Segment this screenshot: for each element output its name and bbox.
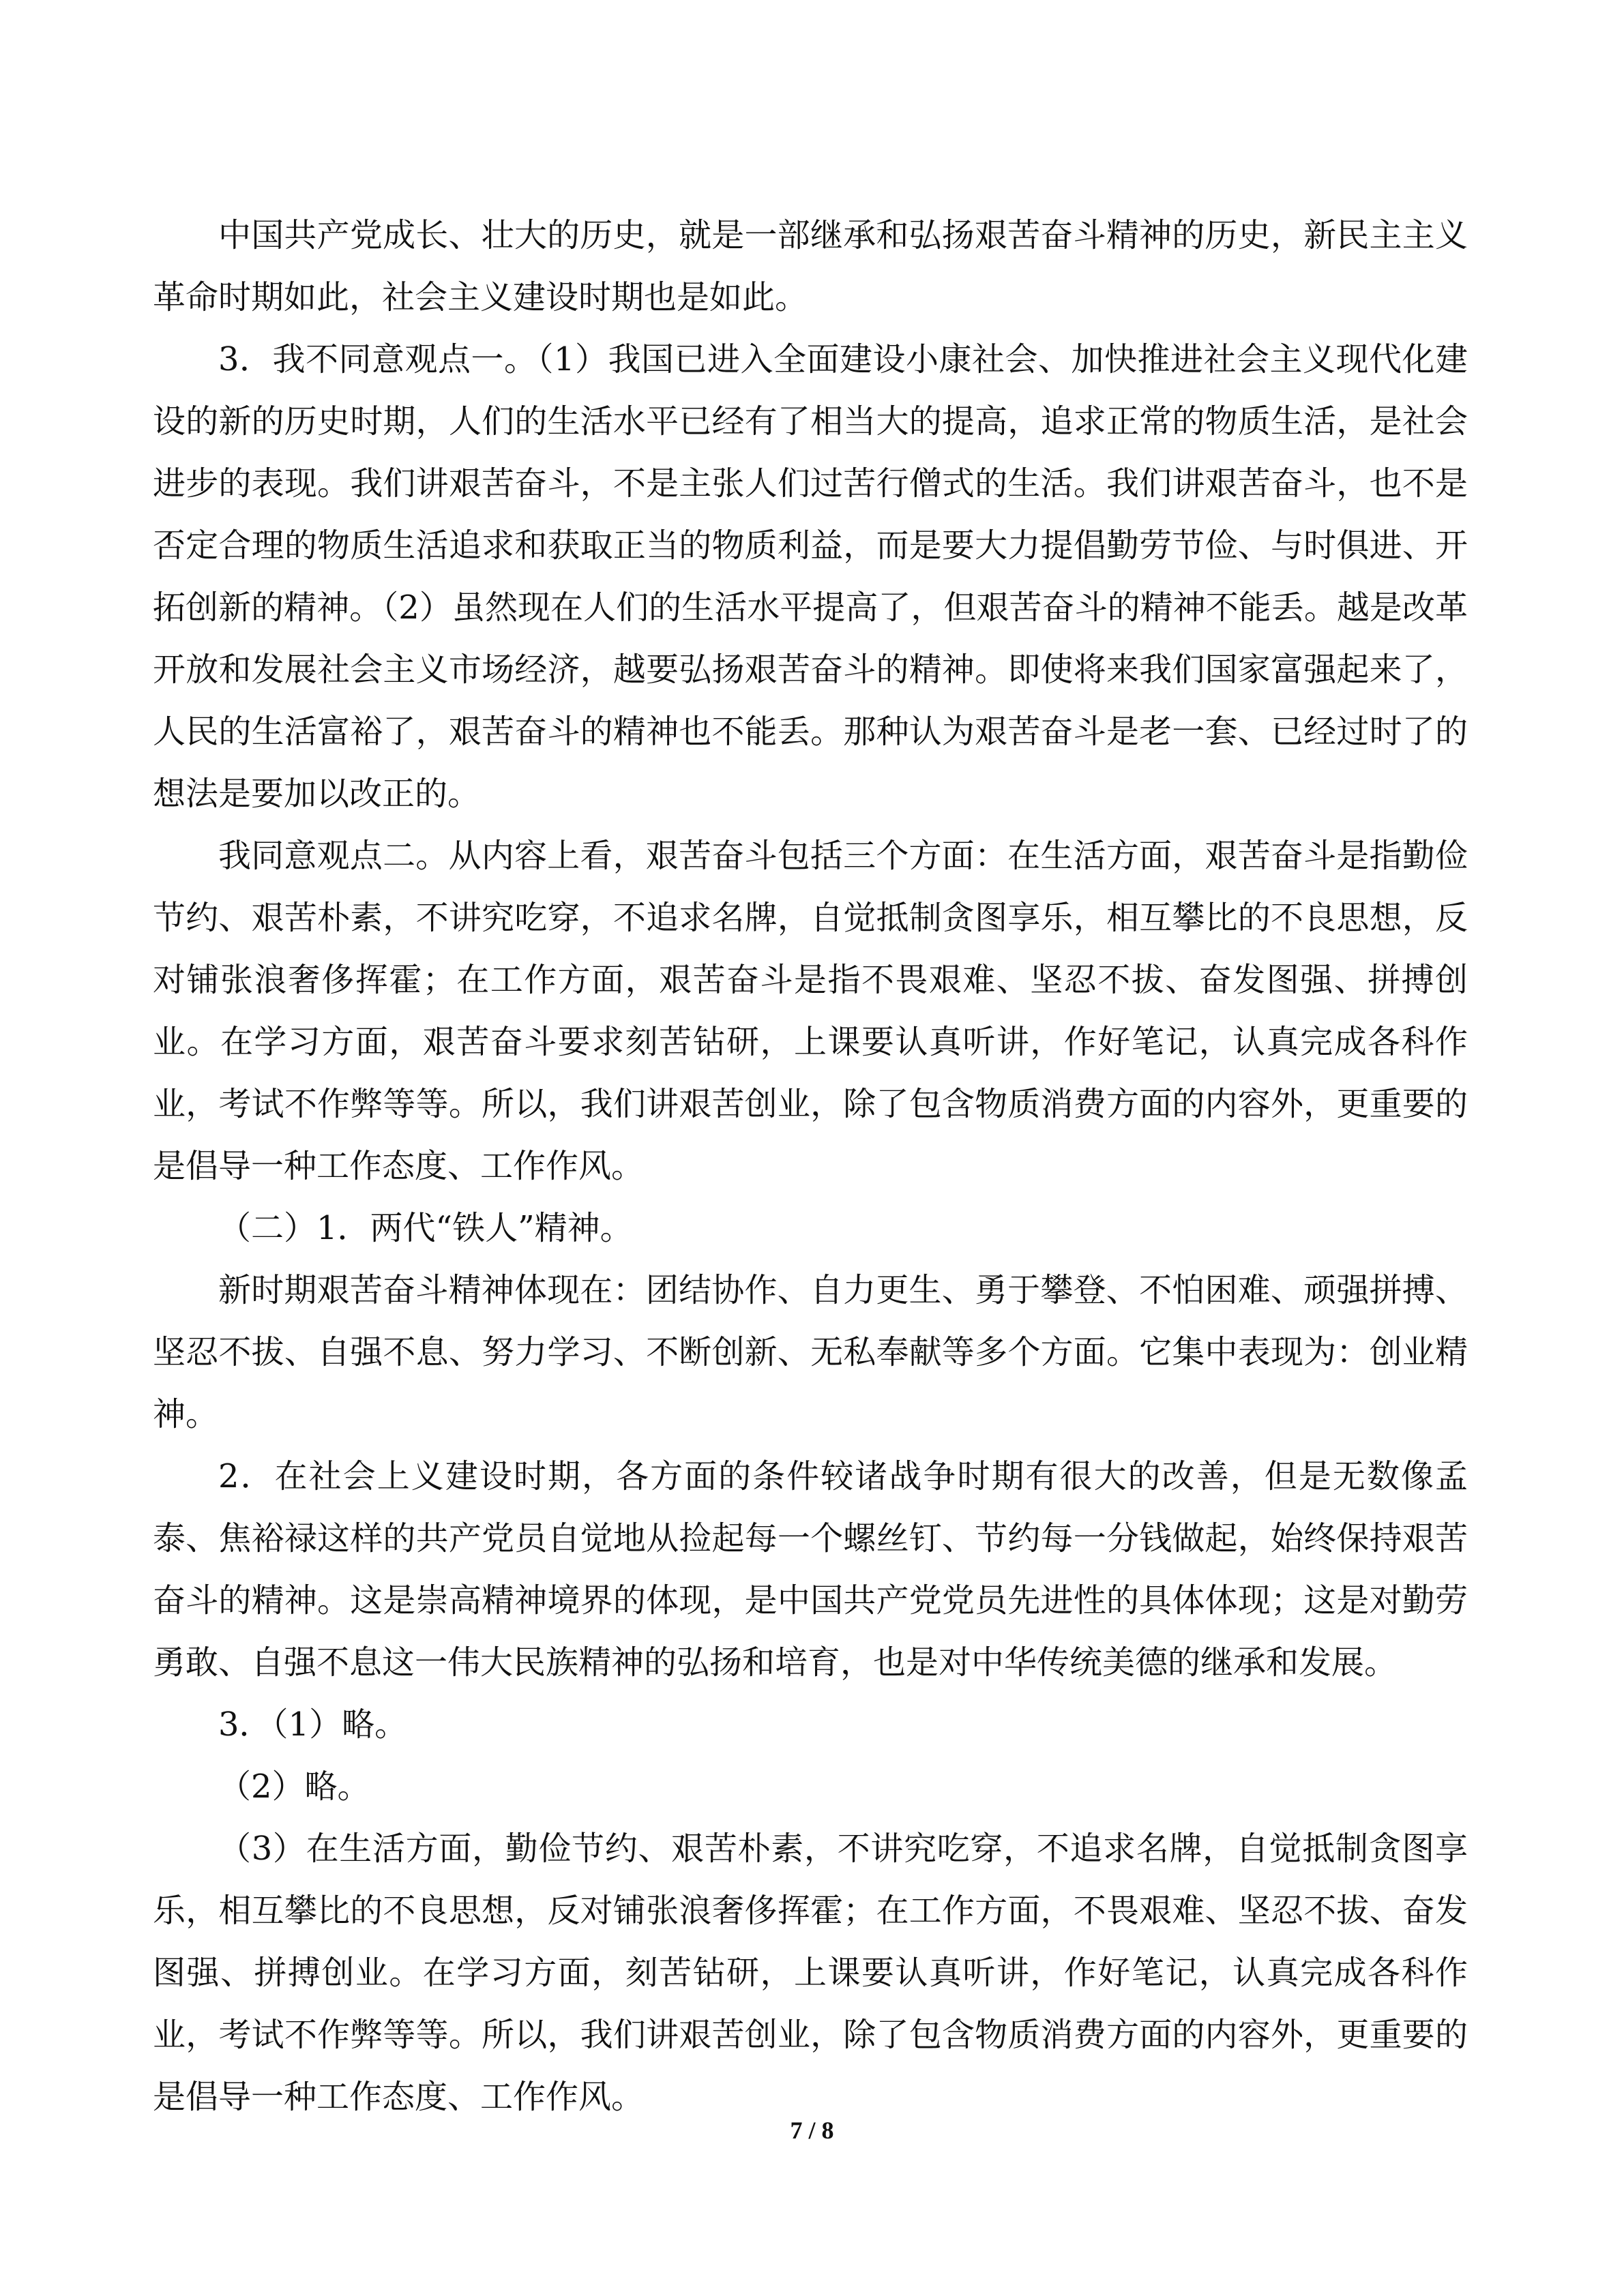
paragraph-item-3-2: （2）略。: [218, 1768, 370, 1806]
paragraph-item-3-1: 3．（1）略。: [218, 1705, 408, 1744]
paragraph-answer-3-view-one: 3．我不同意观点一。（1）我国已进入全面建设小康社会、加快推进社会主义现代化建设的新的历史时期，人们的生活水平已经有了相当大的提高，追求正常的物质生活，是社会进步的表现。我们讲艰苦奋斗，不是主张人们过苦行僧式的生活。我们讲艰苦奋斗，也不是否定合理的物质生活追求和获取正当的物质利益，而是要大力提倡勤劳节俭、与时俱进、开拓创新的精神。（2）虽然现在人们的生活水平提高了，但艰苦奋斗的精神不能丢。越是改革开放和发展社会主义市场经济，越要弘扬艰苦奋斗的精神。即使将来我们国家富强起来了，人民的生活富裕了，艰苦奋斗的精神也不能丢。那种认为艰苦奋斗是老一套、已经过时了的想法是要加以改正的。: [153, 340, 1468, 813]
paragraph-new-era-spirit: 新时期艰苦奋斗精神体现在：团结协作、自力更生、勇于攀登、不怕困难、顽强拼搏、坚忍不拔、自强不息、努力学习、不断创新、无私奉献等多个方面。它集中表现为：创业精神。: [153, 1271, 1468, 1433]
paragraph-history-summary: 中国共产党成长、壮大的历史，就是一部继承和弘扬艰苦奋斗精神的历史，新民主主义革命时期如此，社会主义建设时期也是如此。: [153, 216, 1468, 316]
paragraph-answer-3-view-two: 我同意观点二。从内容上看，艰苦奋斗包括三个方面：在生活方面，艰苦奋斗是指勤俭节约、艰苦朴素，不讲究吃穿，不追求名牌，自觉抵制贪图享乐，相互攀比的不良思想，反对铺张浪奢侈挥霍；在工作方面，艰苦奋斗是指不畏艰难、坚忍不拔、奋发图强、拼搏创业。在学习方面，艰苦奋斗要求刻苦钻研，上课要认真听讲，作好笔记，认真完成各科作业，考试不作弊等等。所以，我们讲艰苦创业，除了包含物质消费方面的内容外，更重要的是倡导一种工作态度、工作作风。: [153, 837, 1468, 1185]
page-number: 7 / 8: [790, 2117, 834, 2144]
paragraph-section-two-item-1: （二）1．两代“铁人”精神。: [218, 1209, 633, 1247]
paragraph-item-2: 2．在社会上义建设时期，各方面的条件较诸战争时期有很大的改善，但是无数像孟泰、焦裕禄这样的共产党员自觉地从捡起每一个螺丝钉、节约每一分钱做起，始终保持艰苦奋斗的精神。这是崇高精神境界的体现，是中国共产党党员先进性的具体体现；这是对勤劳勇敢、自强不息这一伟大民族精神的弘扬和培育，也是对中华传统美德的继承和发展。: [153, 1457, 1468, 1682]
document-body: [153, 205, 1468, 2128]
paragraph-item-3-3: （3）在生活方面，勤俭节约、艰苦朴素，不讲究吃穿，不追求名牌，自觉抵制贪图享乐，相互攀比的不良思想，反对铺张浪奢侈挥霍；在工作方面，不畏艰难、坚忍不拔、奋发图强、拼搏创业。在学习方面，刻苦钻研，上课要认真听讲，作好笔记，认真完成各科作业，考试不作弊等等。所以，我们讲艰苦创业，除了包含物质消费方面的内容外，更重要的是倡导一种工作态度、工作作风。: [153, 1830, 1468, 2116]
